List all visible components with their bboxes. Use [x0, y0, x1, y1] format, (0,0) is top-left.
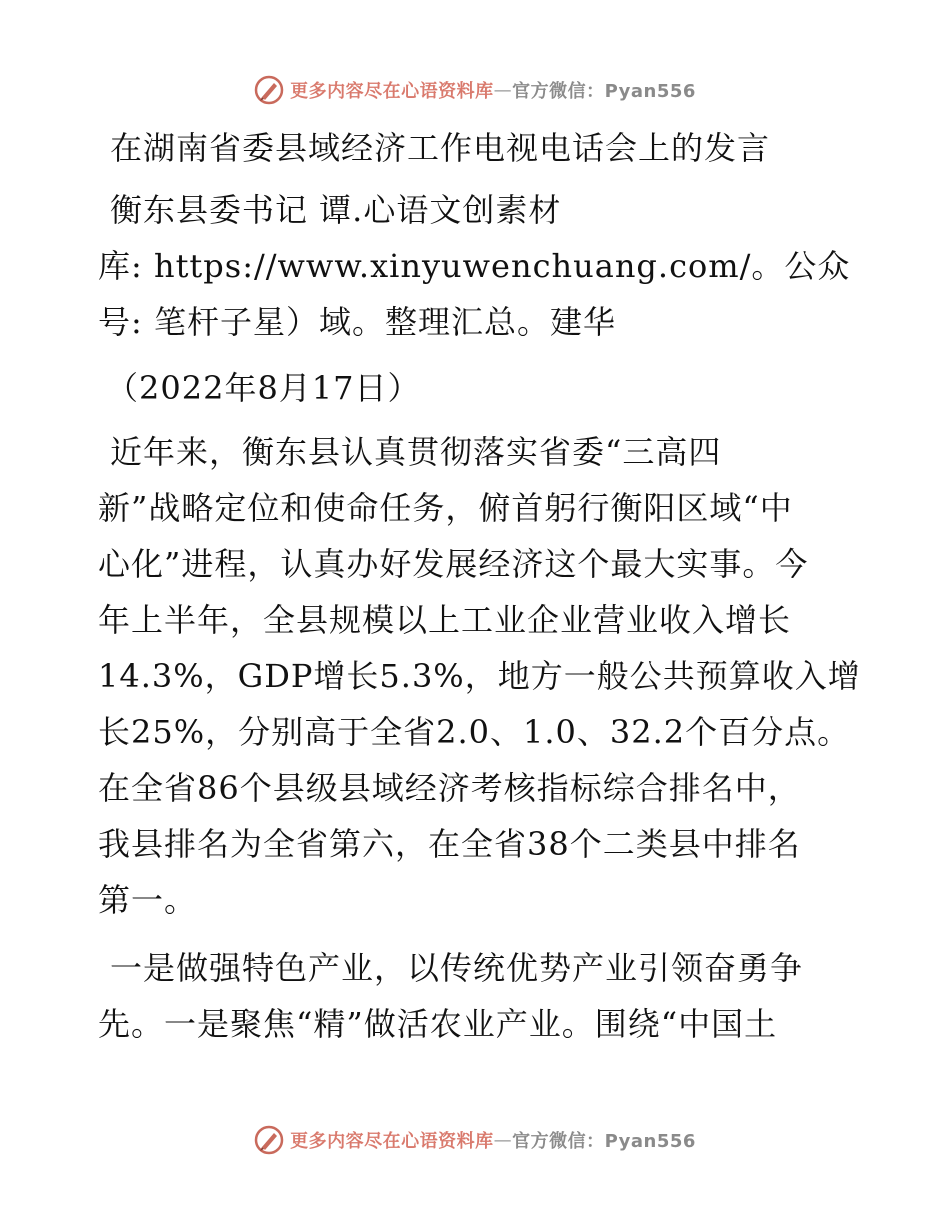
paragraph-2 [98, 940, 868, 1052]
paragraph-line: 新”战略定位和使命任务，俯首躬行衡阳区域“中 [98, 489, 793, 527]
watermark-contact: 官方微信：Pyan556 [512, 81, 696, 102]
paragraph-line: 年上半年，全县规模以上工业企业营业收入增长 [98, 601, 792, 639]
paragraph-line: 心化”进程，认真办好发展经济这个最大实事。今 [98, 545, 809, 583]
author-line: 库: https://www.xinyuwenchuang.com/。公众 [98, 247, 851, 285]
paragraph-line: 在全省86个县级县域经济考核指标综合排名中， [98, 769, 801, 807]
footer-watermark [0, 1120, 950, 1160]
paragraph-line: 先。一是聚焦“精”做活农业产业。围绕“中国土 [98, 1005, 778, 1043]
document-title: 在湖南省委县域经济工作电视电话会上的发言 [110, 129, 771, 167]
paragraph-line: 长25%，分别高于全省2.0、1.0、32.2个百分点。 [98, 713, 851, 751]
pen-logo-icon [254, 1125, 284, 1155]
paragraph-1 [98, 424, 868, 928]
watermark-contact: 官方微信：Pyan556 [512, 1131, 696, 1152]
header-watermark [0, 70, 950, 110]
paragraph-line: 一是做强特色产业，以传统优势产业引领奋勇争 [110, 949, 804, 987]
watermark-separator: — [493, 79, 513, 101]
paragraph-line: 第一。 [98, 881, 198, 919]
document-page [98, 120, 868, 1064]
paragraph-line: 我县排名为全省第六，在全省38个二类县中排名 [98, 825, 801, 863]
author-line: 衡东县委书记 谭.心语文创素材 [110, 191, 562, 229]
watermark-brand: 更多内容尽在心语资料库 [290, 81, 494, 102]
watermark-separator: — [493, 1129, 513, 1151]
paragraph-line: 14.3%，GDP增长5.3%，地方一般公共预算收入增 [98, 657, 861, 695]
paragraph-line: 近年来，衡东县认真贯彻落实省委“三高四 [110, 433, 722, 471]
document-date: （2022年8月17日） [106, 369, 421, 407]
watermark-brand: 更多内容尽在心语资料库 [290, 1131, 494, 1152]
pen-logo-icon [254, 75, 284, 105]
author-line: 号: 笔杆子星）域。整理汇总。建华 [98, 303, 616, 341]
